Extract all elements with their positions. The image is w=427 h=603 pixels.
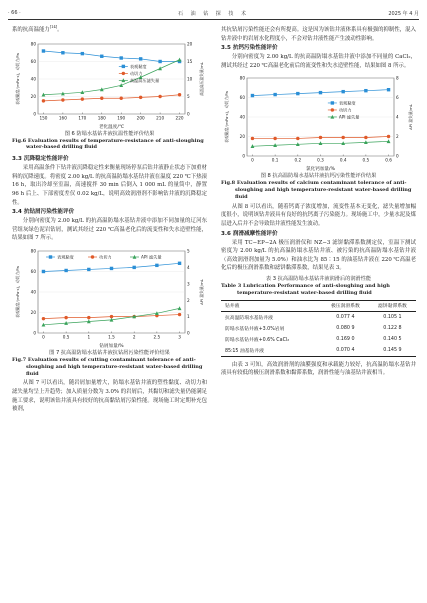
y-tick-label-right: 15	[187, 58, 193, 64]
data-point	[273, 137, 276, 140]
x-tick-label: 1	[87, 334, 91, 340]
table-header-cell: 钻井液	[221, 300, 322, 311]
table-cell: 抗高温防塌水基钻井液	[225, 315, 273, 321]
legend-label: API 滤失量	[141, 254, 162, 260]
data-point	[61, 51, 64, 54]
x-tick-label: 0.4	[339, 157, 347, 163]
table-3-caption-en: Table 3 Lubrication Performance of anti-sloughing and high temperature-resistant water-based drilling fluid	[221, 282, 390, 296]
x-tick-label: 150	[39, 115, 48, 121]
table-row	[221, 311, 416, 323]
table-cell: 0.080 9	[336, 325, 355, 331]
y-tick-label-right: 0	[187, 111, 190, 117]
x-tick-label: 0	[42, 334, 45, 340]
section-3-6-heading: 3.6 润滑减摩性能评价	[221, 230, 278, 237]
y-axis-label-left: 表观黏度/(mPa·s)，动切力/Pa	[224, 91, 229, 144]
legend-label: API 滤失量	[338, 114, 360, 120]
x-tick-label: 0.5	[362, 157, 370, 163]
y-tick-label-left: 20	[239, 134, 245, 140]
data-point	[178, 306, 182, 310]
x-axis-label: 老化温度/℃	[98, 124, 125, 130]
data-point	[61, 98, 64, 101]
legend-marker	[49, 255, 52, 258]
y-tick-label-left: 80	[30, 41, 36, 47]
y-tick-label-left: 40	[30, 289, 36, 295]
data-point	[178, 313, 181, 316]
data-point	[42, 317, 45, 320]
y-tick-label-right: 2	[396, 134, 399, 140]
x-axis-label: 钻屑加量/%	[99, 343, 124, 349]
y-tick-label-left: 80	[239, 75, 245, 81]
x-tick-label: 3	[178, 334, 181, 340]
figure-7-caption-cn: 图 7 抗高温防塌水基钻井液抗钻屑污染性能评价结果	[49, 349, 170, 356]
data-point	[64, 316, 67, 319]
table-cell: 0.145 9	[369, 345, 416, 357]
figure-6-caption-cn: 图 6 防塌水基钻井液抗温性能评价结果	[64, 130, 155, 137]
y-tick-label-right: 4	[187, 264, 190, 270]
x-tick-label: 210	[156, 115, 165, 121]
y-tick-label-left: 40	[30, 76, 36, 82]
y-tick-label-right: 1	[187, 314, 190, 320]
x-tick-label: 200	[136, 115, 145, 121]
data-point	[319, 136, 322, 139]
x-tick-label: 0.3	[317, 157, 324, 163]
figure-7-chart	[12, 245, 207, 349]
x-tick-label: 220	[175, 115, 184, 121]
section-3-4-heading: 3.4 抗钻屑污染性能评价	[12, 209, 75, 216]
data-point	[139, 95, 142, 98]
paragraph-intro-end: 系的抗高温能力[14]。	[12, 25, 63, 33]
figure-6	[12, 38, 207, 130]
legend-marker	[122, 64, 125, 67]
page-number: · 66 ·	[8, 10, 21, 16]
data-point	[120, 96, 123, 99]
data-point	[364, 89, 367, 92]
y-tick-label-left: 0	[242, 153, 245, 159]
table-row	[221, 334, 416, 345]
section-3-4-paragraph: 分别向密度为 2.00 kg/L 的抗高温防塌水基钻井液中添加不同加量的辽河东营组灰绿色泥岩钻屑，测试其经过 220 ℃高温老化后的流变性和失水造壁性能，结果如图 7 所示。	[12, 218, 207, 242]
x-tick-label: 0.1	[271, 157, 279, 163]
data-point	[158, 59, 161, 62]
data-point	[158, 94, 161, 97]
data-point	[81, 97, 84, 100]
legend-marker	[122, 71, 125, 74]
data-point	[178, 262, 181, 265]
section-3-5-heading: 3.5 抗钙污染性能评价	[221, 45, 278, 52]
y-axis-label-right: 高温高压滤失量/mL	[199, 61, 204, 96]
table-header-cell: 滤饼黏滞系数	[369, 300, 416, 311]
legend-marker	[331, 102, 334, 105]
figure-8-caption-en: Fig.8 Evaluation results of calcium contaminant tolerance of anti-sloughing and high temperature-resistant water-based drilling fluid	[221, 180, 412, 200]
y-tick-label-right: 10	[187, 76, 193, 82]
section-3-4-discussion: 从图 7 可以看出，随岩屑加量增大，防塌水基钻井液的塑性黏度、动切力和滤失量均呈上升趋势；加入质量分数为 3.0% 的岩屑后，其黏切和滤失量仍能满足施工要求，说明该钻井液具有较好的抗高黏钻屑污染性能。现场施工时定期补充包被剂，	[12, 380, 208, 413]
y-tick-label-right: 0	[396, 153, 399, 159]
x-tick-label: 0.5	[62, 334, 70, 340]
x-tick-label: 1.5	[108, 334, 115, 340]
x-axis-label: 氯化钙加量/%	[306, 167, 335, 173]
figure-6-chart	[12, 38, 207, 130]
y-tick-label-left: 0	[33, 330, 36, 336]
data-point	[81, 52, 84, 55]
section-3-6-paragraph: 采用 TC−EP−2A 极压润滑仪和 NZ−3 滤饼黏滞系数测定仪，室温下测试密度为 2.00 kg/L 的抗高温防塌水基钻井液、被污染的抗高温防塌水基钻井液（高效润滑剂加量为 5.0%）和油水比为 85∶15 的油基钻井液在 220 ℃高温老化后的极压润滑系数和滤饼黏滞系数，结果见表 3。	[221, 239, 416, 272]
y-tick-label-left: 60	[30, 269, 36, 275]
y-tick-label-right: 5	[187, 93, 190, 99]
data-point	[42, 49, 45, 52]
data-point	[178, 93, 181, 96]
legend-label: 表观黏度	[338, 100, 356, 106]
left-column	[12, 26, 207, 414]
data-point	[296, 137, 299, 140]
data-point	[42, 99, 45, 102]
y-tick-label-right: 6	[396, 95, 399, 101]
legend-marker	[91, 255, 94, 258]
paragraph-cuttings-end: 其抗钻屑污染性能还会有所提高。这是因为该钻井液体系具有极强的抑制性，混入钻井液中的岩屑水化程度小，不会对钻井液性能产生波动性影响。	[221, 27, 416, 42]
y-axis-label-left: 表观黏度/(mPa·s)，动切力/Pa	[15, 266, 20, 318]
y-tick-label-right: 8	[396, 75, 399, 81]
figure-8	[221, 72, 416, 172]
section-3-3-heading: 3.3 沉降稳定性能评价	[12, 156, 69, 163]
y-tick-label-left: 60	[239, 95, 245, 101]
data-point	[341, 90, 344, 93]
table-3	[221, 300, 416, 357]
section-3-5-discussion: 从图 8 可以看出，随着钙离子浓度增加，流变性基本无变化，滤失量增加幅度很小，说明该钻井液具有良好的抗钙离子污染能力。现场施工中，少量水泥及煤层进入后并不会导致钻井液性能发生波动。	[221, 203, 416, 227]
legend-label: 动切力	[99, 254, 112, 260]
journal-name: 石 油 钻 探 技 术	[178, 11, 249, 17]
table-cell: 85∶15 油基钻井液	[221, 345, 322, 357]
x-tick-label: 170	[78, 115, 87, 121]
y-tick-label-right: 2	[187, 297, 190, 303]
data-point	[42, 270, 45, 273]
figure-7-caption-en: Fig.7 Evaluation results of cutting contaminant tolerance of anti-sloughing and high temperature-resistant water-based drilling fluid	[12, 356, 203, 377]
table-cell: 0.122 8	[383, 325, 402, 331]
data-point	[64, 269, 67, 272]
y-tick-label-right: 0	[187, 330, 190, 336]
citation-14[interactable]: [14]	[49, 25, 58, 30]
table-cell: 0.169 0	[336, 336, 355, 342]
data-point	[87, 316, 90, 319]
y-tick-label-left: 0	[33, 111, 36, 117]
table-cell: 0.105 1	[383, 314, 402, 320]
x-tick-label: 2.5	[153, 334, 161, 340]
figure-7	[12, 245, 207, 349]
data-point	[273, 93, 276, 96]
y-tick-label-left: 20	[30, 310, 36, 316]
table-header-row	[221, 300, 416, 311]
x-tick-label: 190	[117, 115, 126, 121]
data-point	[387, 88, 390, 91]
section-3-6-discussion: 由表 3 可知，高效润滑剂的油膜强度和承载能力较好，抗高温防塌水基钻井液具有较低的极压润滑系数和黏滞系数，润滑性能与油基钻井液相当。	[221, 361, 416, 377]
legend-label: 动切力	[338, 107, 352, 113]
x-tick-label: 2	[132, 334, 136, 340]
data-point	[341, 136, 344, 139]
legend-marker	[331, 109, 334, 112]
data-point	[364, 136, 367, 139]
legend-label: 表观黏度	[57, 254, 74, 260]
data-point	[100, 96, 103, 99]
section-3-3-paragraph: 采用高温条件下钻井液沉降稳定性来衡量现场停泵后钻井液静止状态下加重材料的沉降速度。将密度 2.00 kg/L 的抗高温防塌水基钻井液在温度 220 ℃下热滚 16 h，取出冷却至室温，高速搅拌 30 min 后倒入 1 000 mL 的量筒中，静置 96 h 后上、下部密度差仅 0.02 kg/L，说明高效润滑剂不影响钻井液的沉降稳定性。	[12, 165, 207, 206]
y-axis-label-right: API 滤失量/mL	[199, 279, 204, 305]
right-column	[221, 26, 416, 378]
y-tick-label-right: 4	[396, 114, 399, 120]
data-point	[155, 264, 158, 267]
table-cell: 防塌水基钻井液+0.6% CaCl₂	[225, 337, 290, 343]
data-point	[139, 57, 142, 60]
table-cell: 0.140 5	[383, 336, 402, 342]
table-cell: 0.070 4	[322, 345, 369, 357]
x-tick-label: 160	[58, 115, 67, 121]
data-point	[296, 92, 299, 95]
data-point	[158, 66, 162, 70]
section-3-5-paragraph: 分别向密度为 2.00 kg/L 的抗高温防塌水基钻井液中添加不同量的 CaCl₂，测试其经过 220 ℃高温老化前后的流变性和失水造壁性能，结果如图 8 所示。	[221, 54, 416, 69]
data-point	[251, 137, 254, 140]
legend-label: 高温高压滤失量	[129, 77, 160, 83]
legend-label: 表观黏度	[129, 63, 147, 69]
data-point	[120, 56, 123, 59]
y-axis-label-left: 表观黏度/(mPa·s)，动切力/Pa	[15, 52, 20, 105]
y-tick-label-right: 20	[187, 41, 193, 47]
table-row	[221, 323, 416, 334]
data-point	[100, 54, 103, 57]
issue-date: 2025 年 4 月	[388, 11, 419, 17]
y-tick-label-left: 60	[30, 58, 36, 64]
y-tick-label-left: 80	[30, 248, 36, 254]
header-rule	[8, 19, 419, 20]
figure-6-caption-en: Fig.6 Evaluation results of temperature-resistance of anti-sloughing water-based drilling fluid	[12, 137, 204, 151]
y-tick-label-right: 3	[187, 281, 190, 287]
data-point	[251, 94, 254, 97]
table-3-caption-cn: 表 3 抗高温防塌水基钻井液润滑后的润滑性能	[265, 275, 372, 282]
x-tick-label: 0.6	[385, 157, 392, 163]
data-point	[110, 267, 113, 270]
table-row	[221, 345, 416, 357]
table-cell: 0.077 4	[336, 314, 355, 320]
x-tick-label: 0	[251, 157, 254, 163]
y-tick-label-left: 40	[239, 114, 245, 120]
y-axis-label-right: API 滤失量/mL	[408, 104, 413, 131]
table-cell: 防塌水基钻井液+3.0%岩屑	[225, 326, 285, 332]
data-point	[178, 57, 182, 61]
y-tick-label-left: 20	[30, 93, 36, 99]
y-tick-label-right: 5	[187, 248, 190, 254]
data-point	[387, 135, 390, 138]
data-point	[319, 91, 322, 94]
legend-label: 动切力	[129, 70, 143, 76]
data-point	[87, 268, 90, 271]
x-tick-label: 0.2	[294, 157, 302, 163]
figure-8-caption-cn: 图 8 抗高温防塌水基钻井液抗钙污染性能评价结果	[260, 173, 377, 180]
data-point	[132, 266, 135, 269]
table-header-cell: 极压润滑系数	[322, 300, 369, 311]
figure-8-chart	[221, 72, 416, 172]
x-tick-label: 180	[97, 115, 106, 121]
